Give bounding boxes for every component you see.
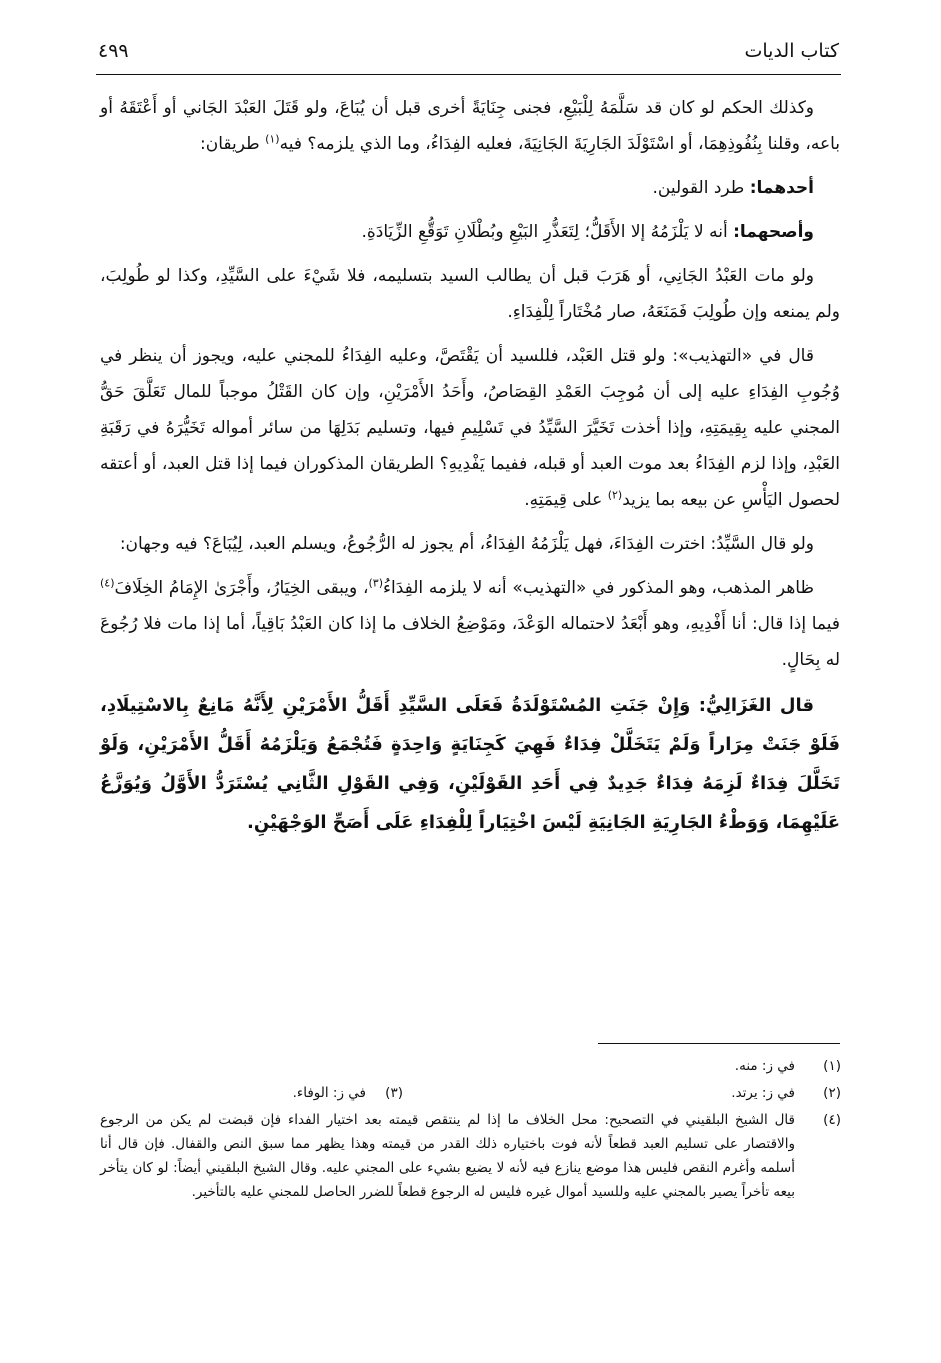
footnote-ref[interactable]: (٣) (368, 576, 383, 590)
running-header (96, 40, 841, 68)
term-label: أحدهما: (749, 178, 814, 198)
paragraph: ولو قال السَّيِّدُ: اخترت الفِدَاءَ، فهل يَلْزَمُهُ الفِدَاءُ، أم يجوز له الرُّجُوعُ، ويسلم العبد، لِيُبَاعَ؟ فيه وجهان: (119, 534, 814, 554)
footnote-divider (598, 1043, 840, 1044)
paragraph: ظاهر المذهب، وهو المذكور في «التهذيب» أنه لا يلزمه الفِدَاءُ$^{(٣)}$، ويبقى الخِيَارُ، وأَجْرَىٰ الإِمَامُ الخِلَافَ$^{(٤)}$ فيما إذا قال: أنا أَفْدِيهِ، وهو أَبْعَدُ لاحتماله الوَعْدَ، ومَوْضِعُ الخلاف ما إذا كان العَبْدُ بَاقِياً، أما إذا مات فلا رُجُوعَ له بِحَالٍ. (100, 576, 840, 670)
footnote-number: (٢) (823, 1085, 841, 1101)
footnote (100, 1108, 841, 1204)
footnote-text: في ز: منه. (734, 1058, 795, 1074)
footnote-number: (٤) (823, 1112, 841, 1128)
footnote (100, 1081, 841, 1105)
chapter-title: كتاب الديات (744, 40, 839, 62)
footnote-ref[interactable]: (٢) (607, 488, 623, 502)
term-label: وأصحهما: (733, 222, 814, 242)
header-divider (96, 74, 841, 75)
paragraph: وأصحهما: أنه لا يَلْزَمُهُ إلا الأَقَلُّ؛ لِتَعَذُّرِ البَيْعِ وبُطْلَانِ تَوَقُّعِ الزِّيَادَةِ. (361, 222, 814, 242)
ghazali-quote: قال الغَزَالِيُّ: وَإِنْ جَنَتِ المُسْتَوْلَدَةُ فَعَلَى السَّيِّدِ أَقَلُّ الأَمْرَيْنِ لِأَنَّهُ مَانِعٌ بِالاسْتِيلَادِ، فَلَوْ جَنَتْ مِرَاراً وَلَمْ يَتَخَلَّلْ فِدَاءٌ فَهِيَ كَجِنَايَةٍ وَاحِدَةٍ فَتُجْمَعُ وَيَلْزَمُهُ أَقَلُّ الأَمْرَيْنِ، وَلَوْ تَخَلَّلَ فِدَاءٌ لَزِمَهُ فِدَاءٌ جَدِيدٌ فِي أَحَدِ القَوْلَيْنِ، وَفِي القَوْلِ الثَّانِي يُسْتَرَدُّ الأَوَّلُ وَيُوَزَّعُ عَلَيْهِمَا، وَوَطْءُ الجَارِيَةِ الجَانِيَةِ لَيْسَ اخْتِيَاراً لِلْفِدَاءِ عَلَى أَصَحِّ الوَجْهَيْنِ. (100, 695, 840, 833)
footnotes (100, 1054, 841, 1207)
footnote-ref[interactable]: (٤) (100, 576, 115, 590)
page-number: ٤٩٩ (98, 40, 129, 62)
footnote-text: في ز: الوفاء. (292, 1085, 366, 1101)
footnote-number: (١) (823, 1058, 841, 1074)
paragraph: ولو مات العَبْدُ الجَانِي، أو هَرَبَ قبل أن يطالب السيد بتسليمه، فلا شَيْءَ على السَّيِّدِ، وكذا لو طُولِبَ، ولم يمنعه وإن طُولِبَ فَمَنَعَهُ، صار مُخْتَاراً لِلْفِدَاءِ. (100, 266, 840, 322)
footnote-ref[interactable]: (١) (265, 132, 280, 146)
ghazali-label: قال الغَزَالِيُّ: (698, 695, 814, 716)
footnote-text: في ز: يرتد. (731, 1085, 795, 1101)
footnote (100, 1054, 841, 1078)
paragraph: أحدهما: طرد القولين. (652, 178, 814, 198)
footnote-number: (٣) (385, 1085, 403, 1101)
main-text (100, 90, 840, 850)
paragraph: قال في «التهذيب»: ولو قتل العَبْد، فللسيد أن يَقْتَصَّ، وعليه الفِدَاءُ للمجني عليه، ويجوز أن ينظر في وُجُوبِ الفِدَاءِ عليه إلى أن مُوجِبَ العَمْدِ القِصَاصُ، وأَحَدُ الأَمْرَيْنِ، وإن كان القَتْلُ موجباً للمال تَعَلَّقَ حَقُّ المجني عليه بِقِيمَتِهِ، وإذا أخذت تَخَيَّرَ السَّيِّدُ في تَسْلِيمِ فيها، وتسليم بَدَلِهَا من سائر أمواله تَخَيُّرَهُ في رَقَبَةِ العَبْدِ، وإذا لزم الفِدَاءُ بعد موت العبد أو قبله، ففيما يَفْدِيهِ؟ الطريقان المذكوران فيما إذا قتل العبد، أو أعتقه لحصول اليَأْسِ عن بيعه بما يزيد$^{(٢)}$ على قِيمَتِهِ. (100, 346, 840, 510)
footnote-text: قال الشيخ البلقيني في التصحيح: محل الخلاف ما إذا لم ينتقص قيمته بعد اختيار الفداء فإن قبضت لم يكن من الرجوع والاقتصار على تسليم العبد قطعاً لأنه فوت باختياره ذلك القدر من قيمته وهذا يظهر مما سبق النص والقفال. فإن قال أنا أسلمه وأغرم النقص فليس هذا موضع ينازع فيه لأنه لا يضيع بشيء على المجني عليه. وقال الشيخ البلقيني أيضاً: لو كان يتأخر بيعه تأخراً يصير بالمجني عليه وللسيد أموال غيره فليس له الرجوع قطعاً للضرر الحاصل للمجني عليه بالتأخير. (100, 1112, 795, 1200)
paragraph: وكذلك الحكم لو كان قد سَلَّمَهُ لِلْبَيْعِ، فجنى جِنَايَةً أخرى قبل أن يُبَاعَ، ولو قَتَلَ العَبْدَ الجَاني أو أَعْتَقَهُ أو باعه، وقلنا بِنُفُوذِهِمَا، أو اسْتَوْلَدَ الجَارِيَةَ الجَانِيَةَ، فعليه الفِدَاءُ، وما الذي يلزمه؟ فيه$^{(١)}$ طريقان: (100, 98, 840, 154)
